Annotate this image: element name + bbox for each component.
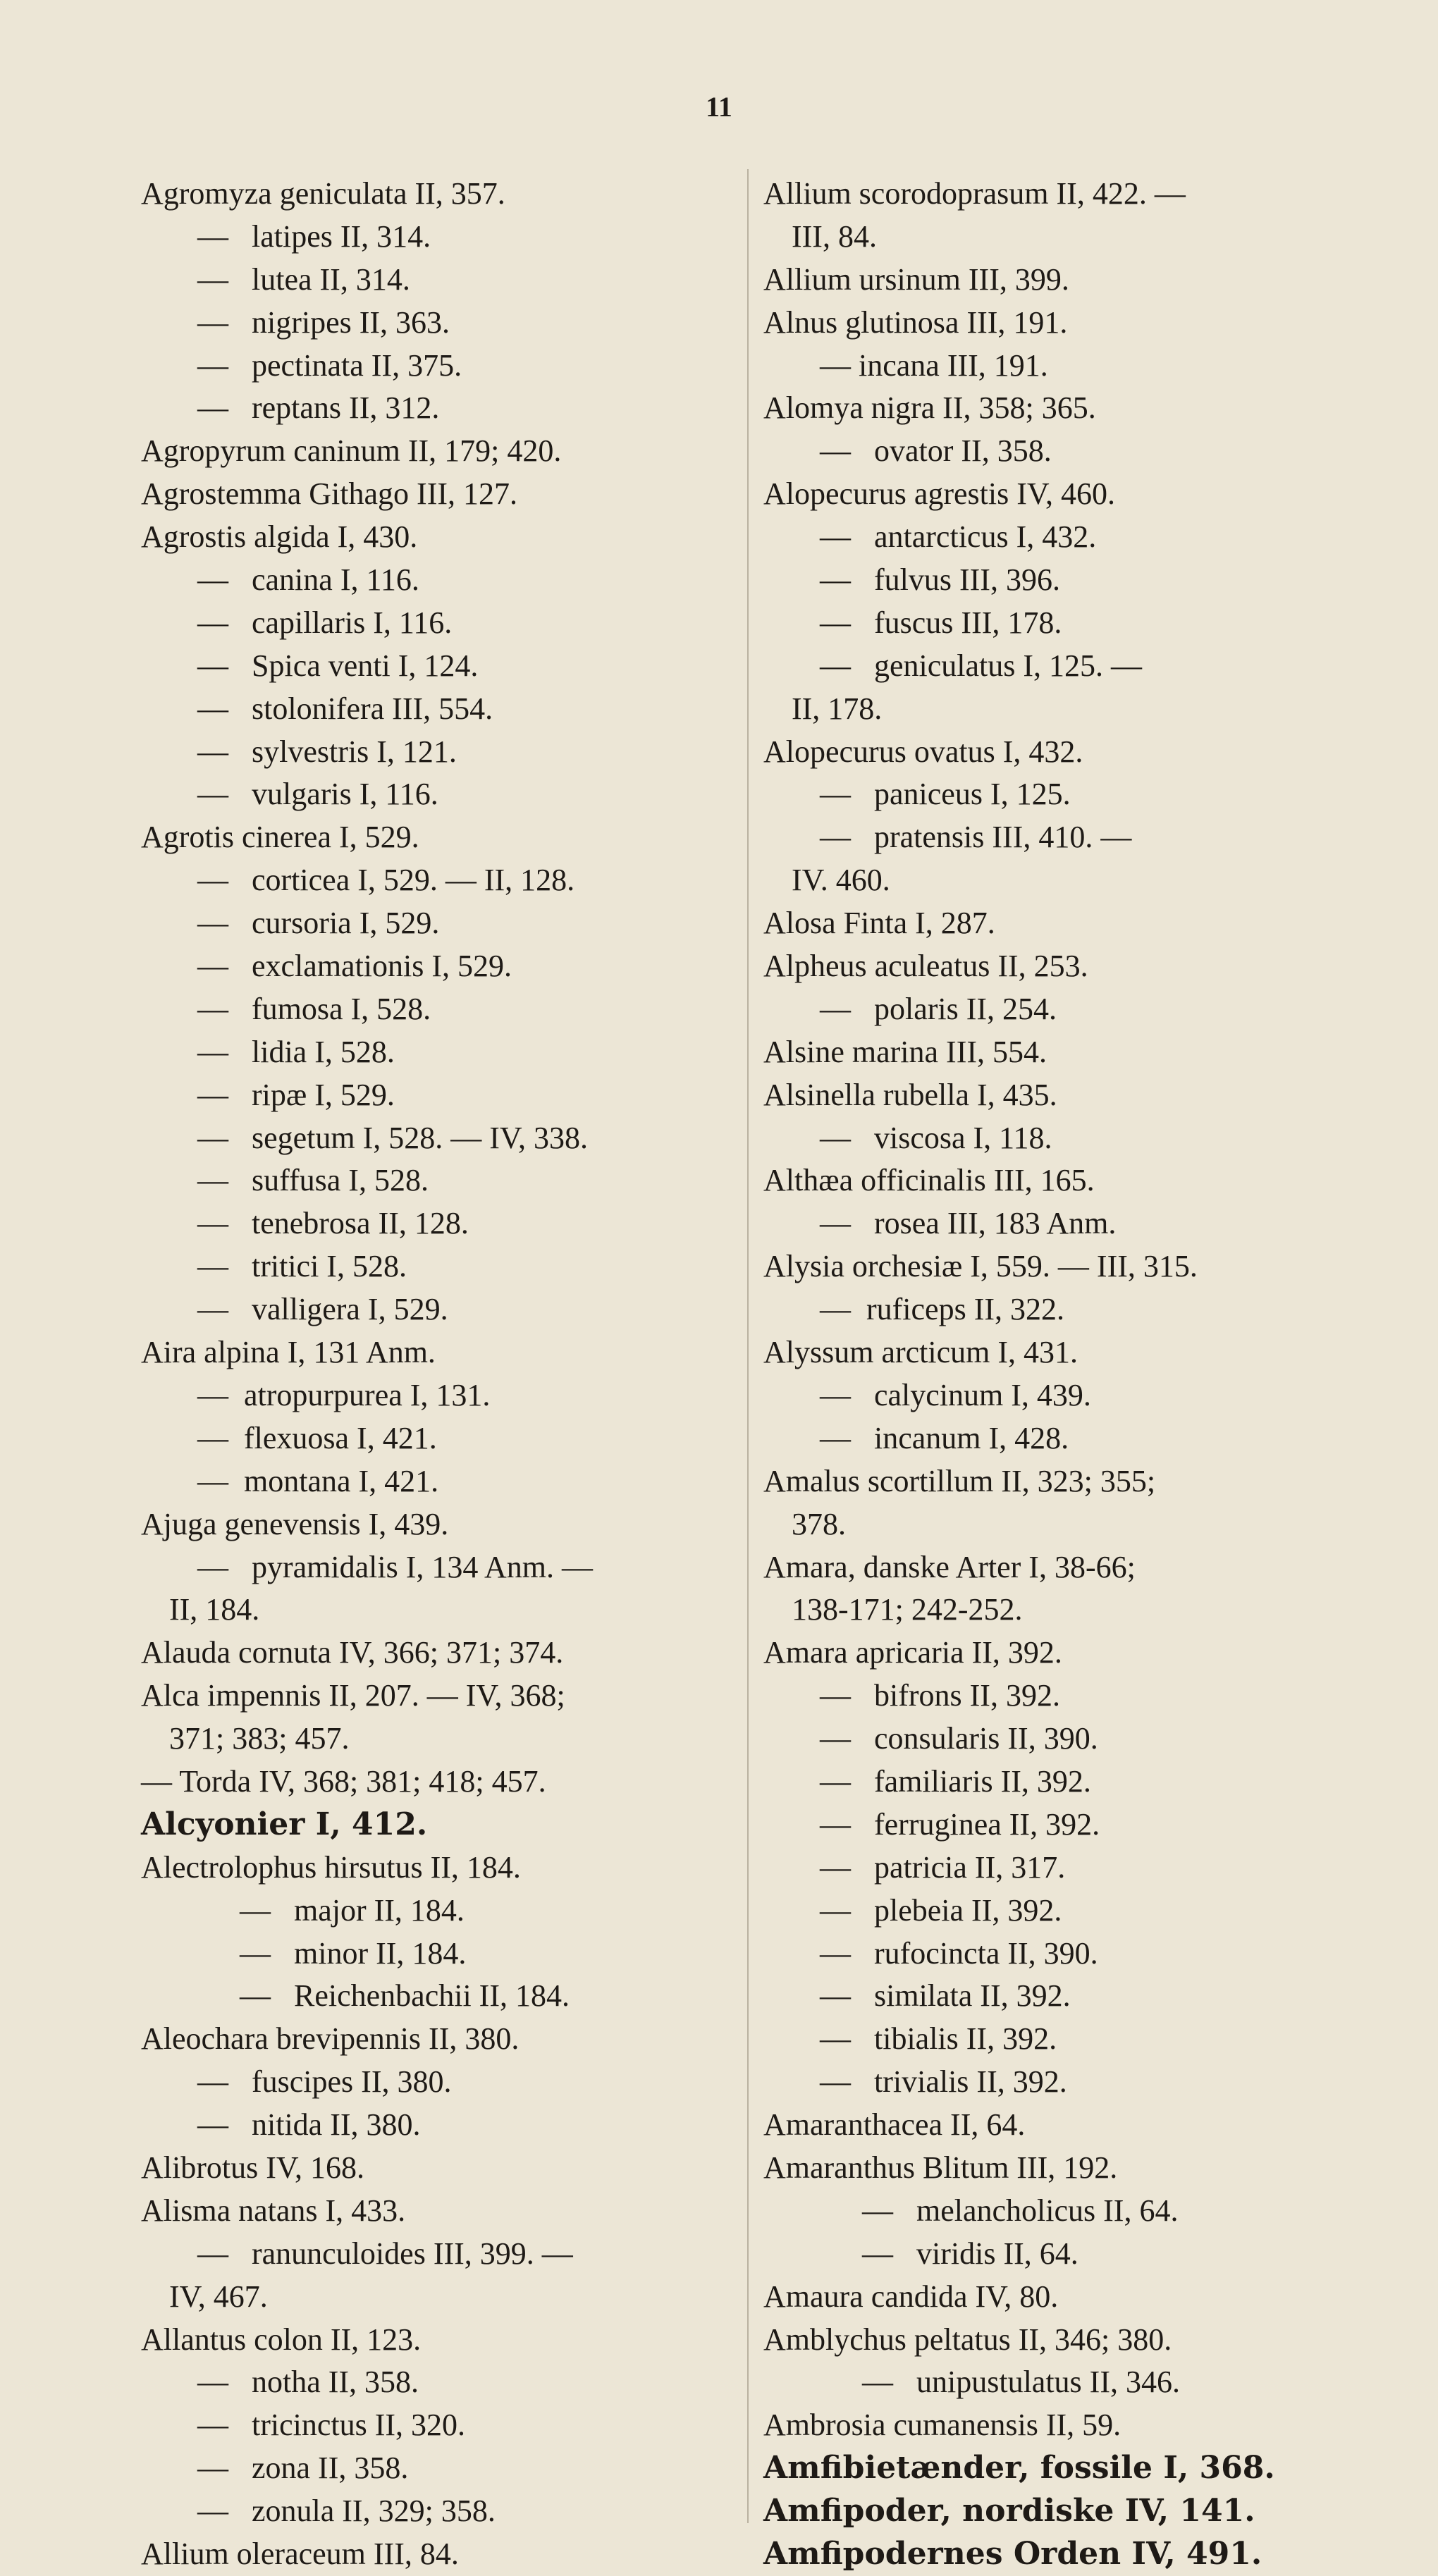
index-entry: — pratensis III, 410. — bbox=[820, 820, 1132, 855]
index-entry: — consularis II, 390. bbox=[820, 1721, 1098, 1756]
index-entry: IV. 460. bbox=[792, 863, 890, 898]
index-entry: Alca impennis II, 207. — IV, 368; bbox=[141, 1678, 565, 1713]
index-entry: Alopecurus agrestis IV, 460. bbox=[763, 476, 1115, 512]
index-entry: II, 178. bbox=[792, 691, 883, 726]
index-entry: — calycinum I, 439. bbox=[820, 1377, 1091, 1412]
index-entry: II, 184. bbox=[169, 1592, 260, 1627]
index-entry: — antarcticus I, 432. bbox=[820, 519, 1097, 555]
index-entry: — capillaris I, 116. bbox=[197, 605, 453, 640]
index-entry: — melancholicus II, 64. bbox=[862, 2193, 1179, 2228]
index-entry: — geniculatus I, 125. — bbox=[820, 648, 1143, 683]
index-entry: Amfibietænder, fossile I, 368. bbox=[763, 2450, 1275, 2486]
index-entry: — major II, 184. bbox=[240, 1892, 465, 1928]
index-entry: — polaris II, 254. bbox=[820, 991, 1057, 1026]
index-entry: — exclamationis I, 529. bbox=[197, 949, 512, 984]
index-entry: — bifrons II, 392. bbox=[820, 1678, 1060, 1713]
index-entry: Althæa officinalis III, 165. bbox=[763, 1163, 1095, 1198]
index-entry: — paniceus I, 125. bbox=[820, 777, 1071, 812]
index-entry: — atropurpurea I, 131. bbox=[197, 1377, 491, 1412]
index-entry: — Spica venti I, 124. bbox=[197, 648, 479, 683]
index-entry: — minor II, 184. bbox=[240, 1935, 467, 1971]
index-entry: — cursoria I, 529. bbox=[197, 906, 440, 941]
index-entry: Alosa Finta I, 287. bbox=[763, 906, 995, 941]
index-entry: Alsinella rubella I, 435. bbox=[763, 1077, 1057, 1112]
index-entry: 371; 383; 457. bbox=[169, 1721, 350, 1756]
index-entry: — vulgaris I, 116. bbox=[197, 777, 438, 812]
index-entry: — notha II, 358. bbox=[197, 2365, 419, 2400]
index-entry: III, 84. bbox=[792, 218, 877, 254]
index-entry: Alectrolophus hirsutus II, 184. bbox=[141, 1849, 521, 1885]
index-entry: Ajuga genevensis I, 439. bbox=[141, 1506, 449, 1541]
index-entry: — lutea II, 314. bbox=[197, 261, 410, 297]
index-entry: — patricia II, 317. bbox=[820, 1849, 1066, 1885]
index-entry: Alnus glutinosa III, 191. bbox=[763, 304, 1068, 340]
index-entry: Amara, danske Arter I, 38-66; bbox=[763, 1549, 1136, 1584]
index-entry: — pectinata II, 375. bbox=[197, 347, 462, 383]
index-entry: — pyramidalis I, 134 Anm. — bbox=[197, 1549, 593, 1584]
index-entry: — unipustulatus II, 346. bbox=[862, 2365, 1180, 2400]
index-entry: — incana III, 191. bbox=[820, 347, 1048, 383]
index-entry: — rufocincta II, 390. bbox=[820, 1935, 1098, 1971]
index-entry: Amara apricaria II, 392. bbox=[763, 1635, 1062, 1670]
index-entry: Aira alpina I, 131 Anm. bbox=[141, 1335, 436, 1370]
index-entry: Aleochara brevipennis II, 380. bbox=[141, 2021, 520, 2057]
index-entry: — sylvestris I, 121. bbox=[197, 734, 457, 769]
index-entry: — montana I, 421. bbox=[197, 1463, 439, 1498]
index-entry: — ovator II, 358. bbox=[820, 433, 1052, 469]
index-entry: Allium scorodoprasum II, 422. — bbox=[763, 176, 1186, 211]
index-entry: — viscosa I, 118. bbox=[820, 1120, 1052, 1155]
index-entry: — ranunculoides III, 399. — bbox=[197, 2236, 573, 2271]
page-number: 11 bbox=[706, 91, 732, 123]
index-entry: — stolonifera III, 554. bbox=[197, 691, 493, 726]
index-entry: Amblychus peltatus II, 346; 380. bbox=[763, 2322, 1172, 2357]
index-entry: — corticea I, 529. — II, 128. bbox=[197, 863, 575, 898]
index-entry: Ambrosia cumanensis II, 59. bbox=[763, 2408, 1121, 2443]
index-entry: Allium oleraceum III, 84. bbox=[141, 2536, 459, 2571]
index-entry: Alpheus aculeatus II, 253. bbox=[763, 949, 1088, 984]
index-entry: — Reichenbachii II, 184. bbox=[240, 1978, 570, 2014]
index-entry: — viridis II, 64. bbox=[862, 2236, 1078, 2271]
index-entry: Alysia orchesiæ I, 559. — III, 315. bbox=[763, 1249, 1198, 1284]
index-entry: — rosea III, 183 Anm. bbox=[820, 1206, 1117, 1241]
index-entry: — flexuosa I, 421. bbox=[197, 1420, 437, 1455]
index-entry: Alyssum arcticum I, 431. bbox=[763, 1335, 1078, 1370]
index-entry: Agromyza geniculata II, 357. bbox=[141, 176, 505, 211]
index-entry: — trivialis II, 392. bbox=[820, 2064, 1067, 2100]
index-entry: Agrotis cinerea I, 529. bbox=[141, 820, 419, 855]
index-entry: — similata II, 392. bbox=[820, 1978, 1071, 2014]
index-entry: Agrostis algida I, 430. bbox=[141, 519, 418, 555]
index-entry: — nitida II, 380. bbox=[197, 2107, 421, 2143]
index-entry: — valligera I, 529. bbox=[197, 1292, 448, 1327]
index-entry: — lidia I, 528. bbox=[197, 1034, 395, 1069]
index-entry: — fulvus III, 396. bbox=[820, 562, 1060, 598]
index-entry: Allium ursinum III, 399. bbox=[763, 261, 1069, 297]
index-entry: Agropyrum caninum II, 179; 420. bbox=[141, 433, 562, 469]
index-entry: Amalus scortillum II, 323; 355; bbox=[763, 1463, 1156, 1498]
index-entry: 378. bbox=[792, 1506, 846, 1541]
index-entry: — Torda IV, 368; 381; 418; 457. bbox=[141, 1763, 546, 1799]
index-entry: — tibialis II, 392. bbox=[820, 2021, 1057, 2057]
index-entry: Alcyonier I, 412. bbox=[141, 1806, 428, 1842]
index-entry: — plebeia II, 392. bbox=[820, 1892, 1062, 1928]
index-entry: — incanum I, 428. bbox=[820, 1420, 1069, 1455]
index-entry: Alibrotus IV, 168. bbox=[141, 2150, 364, 2185]
index-entry: — zona II, 358. bbox=[197, 2451, 409, 2486]
index-entry: Amaranthacea II, 64. bbox=[763, 2107, 1026, 2143]
column-divider bbox=[747, 169, 749, 2523]
index-entry: — latipes II, 314. bbox=[197, 218, 431, 254]
index-entry: Alauda cornuta IV, 366; 371; 374. bbox=[141, 1635, 564, 1670]
index-entry: — reptans II, 312. bbox=[197, 390, 440, 426]
index-entry: — ruficeps II, 322. bbox=[820, 1292, 1065, 1327]
index-entry: Alopecurus ovatus I, 432. bbox=[763, 734, 1083, 769]
index-entry: Agrostemma Githago III, 127. bbox=[141, 476, 517, 512]
index-entry: Amfipoder, nordiske IV, 141. bbox=[763, 2493, 1255, 2529]
index-entry: — suffusa I, 528. bbox=[197, 1163, 429, 1198]
index-entry: Alsine marina III, 554. bbox=[763, 1034, 1047, 1069]
index-entry: — tricinctus II, 320. bbox=[197, 2408, 466, 2443]
index-entry: IV, 467. bbox=[169, 2279, 268, 2314]
index-entry: — segetum I, 528. — IV, 338. bbox=[197, 1120, 589, 1155]
index-entry: — familiaris II, 392. bbox=[820, 1763, 1091, 1799]
index-entry: — fuscus III, 178. bbox=[820, 605, 1062, 640]
right-column bbox=[763, 173, 1373, 2576]
index-entry: — tenebrosa II, 128. bbox=[197, 1206, 469, 1241]
index-entry: — fumosa I, 528. bbox=[197, 991, 431, 1026]
index-entry: — canina I, 116. bbox=[197, 562, 419, 598]
index-entry: Alomya nigra II, 358; 365. bbox=[763, 390, 1096, 426]
index-entry: — zonula II, 329; 358. bbox=[197, 2494, 496, 2529]
index-entry: 138-171; 242-252. bbox=[792, 1592, 1023, 1627]
index-entry: Allantus colon II, 123. bbox=[141, 2322, 422, 2357]
index-entry: Amaranthus Blitum III, 192. bbox=[763, 2150, 1118, 2185]
index-entry: — ferruginea II, 392. bbox=[820, 1806, 1100, 1842]
left-column bbox=[141, 173, 737, 2576]
index-entry: Amfipodernes Orden IV, 491. bbox=[763, 2535, 1262, 2572]
index-entry: — ripæ I, 529. bbox=[197, 1077, 395, 1112]
index-entry: Alisma natans I, 433. bbox=[141, 2193, 406, 2228]
index-entry: — fuscipes II, 380. bbox=[197, 2064, 452, 2100]
index-entry: Amaura candida IV, 80. bbox=[763, 2279, 1059, 2314]
index-entry: — nigripes II, 363. bbox=[197, 304, 450, 340]
index-entry: — tritici I, 528. bbox=[197, 1249, 407, 1284]
